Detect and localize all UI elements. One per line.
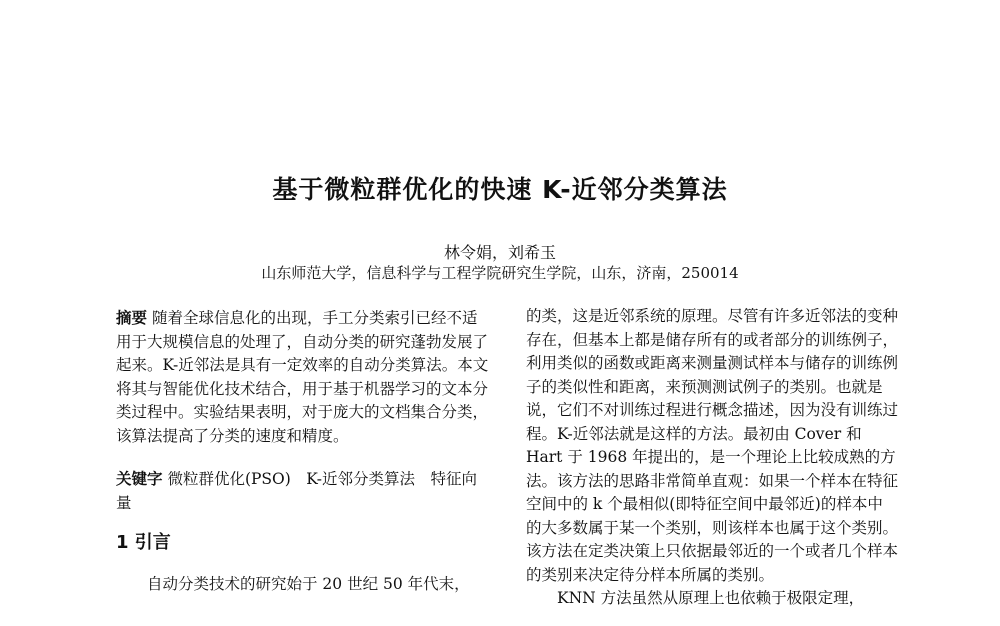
abstract-text: 随着全球信息化的出现，手工分类索引已经不适用于大规模信息的处理了，自动分类的研究蓬勃发展了起来。K-近邻法是具有一定效率的自动分类算法。本文将其与智能优化技术结合，用于基于机器学习的文本分类过程中。实验结果表明，对于庞大的文档集合分类，该算法提高了分类的速度和精度。 <box>116 309 489 445</box>
body-paragraph: 的类，这是近邻系统的原理。尽管有许多近邻法的变种存在，但基本上都是储存所有的或者部分的训练例子，利用类似的函数或距离来测量测试样本与储存的训练例子的类似性和距离，来预测测试例子的类别。也就是说，它们不对训练过程进行概念描述，因为没有训练过程。K-近邻法就是这样的方法。最初由 Cover 和 Hart 于 1968 年提出的，是一个理论上比较成熟的方法。该方法的思路非常简单直观：如果一个样本在特征空间中的 k 个最相似(即特征空间中最邻近)的样本中的大多数属于某一个类别，则该样本也属于这个类别。该方法在定类决策上只依据最邻近的一个或者几个样本的类别来决定待分样本所属的类别。 <box>526 307 899 584</box>
paper-affiliation: 山东师范大学，信息科学与工程学院研究生学院，山东，济南，250014 <box>261 264 739 282</box>
keywords-text: 微粒群优化(PSO) K-近邻分类算法 特征向量 <box>116 470 477 512</box>
right-column <box>526 305 898 611</box>
abstract-paragraph <box>116 307 492 448</box>
keywords-paragraph <box>116 468 492 515</box>
abstract-label: 摘要 <box>116 309 148 327</box>
section-heading: 1 引言 <box>116 532 171 553</box>
body-paragraph-2: KNN 方法虽然从原理上也依赖于极限定理， <box>557 589 865 607</box>
keywords-label: 关键字 <box>116 470 163 488</box>
paper-authors: 林令娟，刘希玉 <box>443 243 556 262</box>
paper-title: 基于微粒群优化的快速 K-近邻分类算法 <box>272 175 728 204</box>
left-column <box>116 307 492 596</box>
intro-paragraph: 自动分类技术的研究始于 20 世纪 50 年代末， <box>147 574 470 593</box>
